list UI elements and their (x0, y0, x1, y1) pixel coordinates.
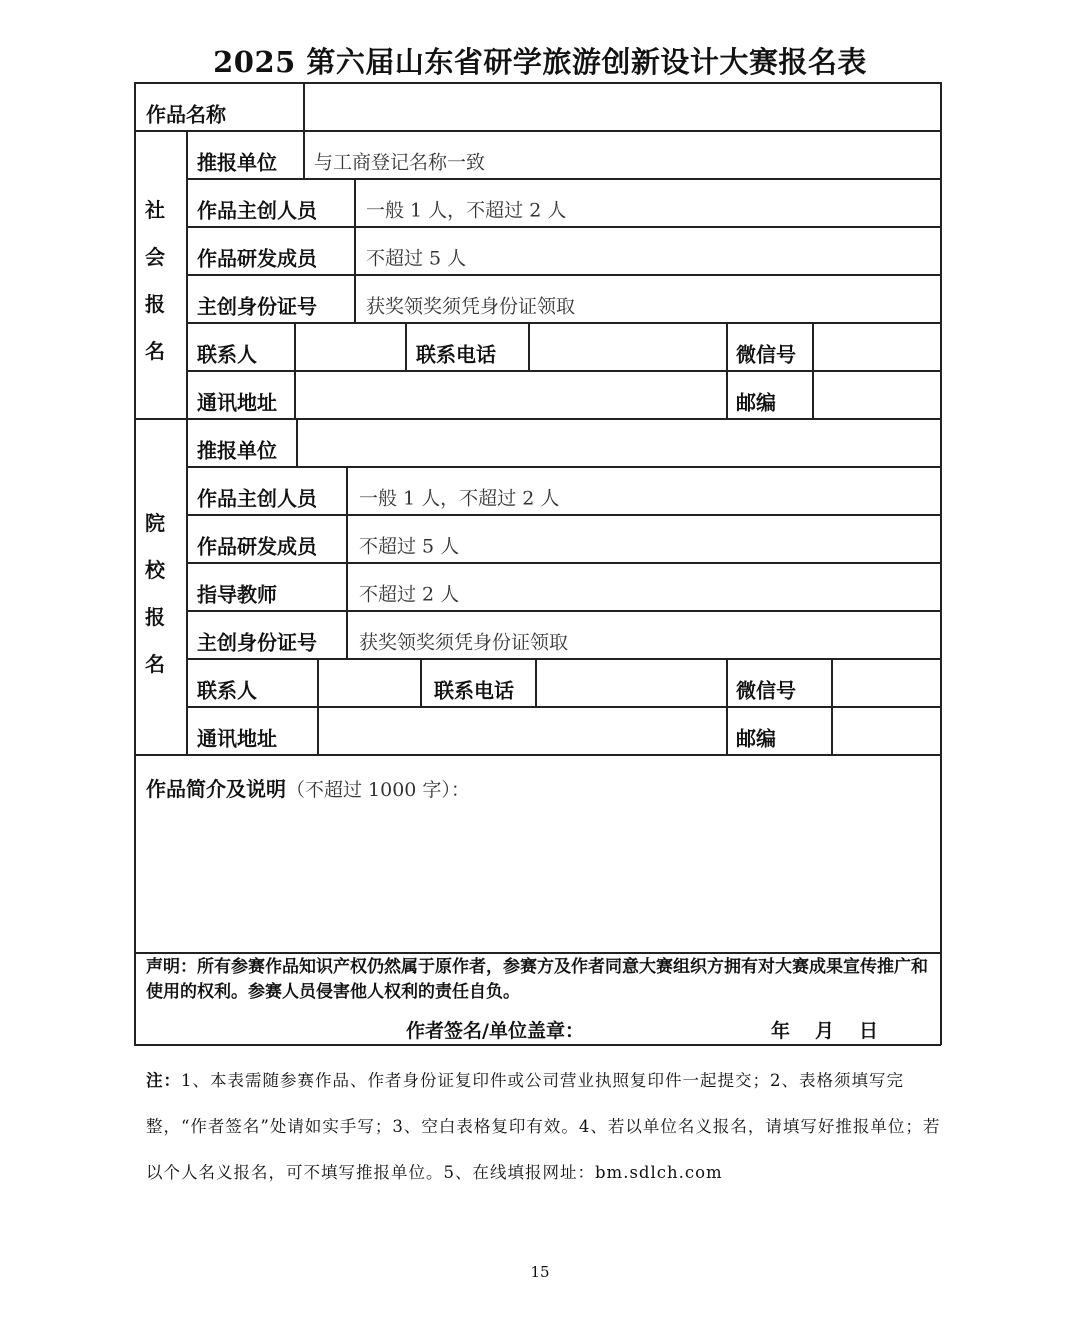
page-number: 15 (530, 1263, 550, 1281)
school-nominating-unit-field[interactable] (304, 422, 932, 462)
social-postcode-label: 邮编 (736, 390, 776, 415)
table-line (186, 514, 941, 516)
school-id-number-field[interactable] (354, 614, 932, 654)
section-char: 社 (145, 198, 165, 222)
notes-label: 注： (146, 1071, 181, 1090)
school-phone-label: 联系电话 (434, 678, 514, 703)
school-address-field[interactable] (323, 710, 720, 750)
social-lead-creator-label: 作品主创人员 (197, 198, 317, 223)
section-char: 报 (145, 292, 165, 316)
social-phone-label: 联系电话 (416, 342, 496, 367)
table-line (134, 130, 941, 132)
table-border-left (134, 82, 136, 1045)
description-heading (146, 773, 470, 802)
declaration-text: 所有参赛作品知识产权仍然属于原作者，参赛方及作者同意大赛组织方拥有对大赛成果宣传推广和使用的权利。参赛人员侵害他人权利的责任自负。 (146, 957, 928, 1002)
social-id-number-field[interactable] (362, 278, 932, 318)
social-address-label: 通讯地址 (197, 390, 277, 415)
school-dev-members-hint: 不超过 5 人 (359, 535, 460, 558)
school-postcode-label: 邮编 (736, 726, 776, 751)
social-wechat-label: 微信号 (736, 342, 796, 367)
notes (146, 1058, 946, 1196)
notes-text: 1、本表需随参赛作品、作者身份证复印件或公司营业执照复印件一起提交；2、表格须填写完整，“作者签名”处请如实手写；3、空白表格复印有效。4、若以单位名义报名，请填写好推报单位；若以个人名义报名，可不填写推报单位。5、在线填报网址：bm.sdlch.com (146, 1071, 941, 1182)
section-char: 报 (145, 605, 165, 629)
table-line (317, 658, 319, 754)
table-line (186, 562, 941, 564)
table-line (303, 130, 305, 178)
school-dev-members-label: 作品研发成员 (197, 534, 317, 559)
school-advisor-label: 指导教师 (197, 582, 277, 607)
table-line (186, 610, 941, 612)
school-wechat-field[interactable] (837, 662, 934, 702)
school-lead-creator-label: 作品主创人员 (197, 486, 317, 511)
section-char: 会 (145, 245, 165, 269)
table-line (354, 178, 356, 322)
social-dev-members-label: 作品研发成员 (197, 246, 317, 271)
table-line (134, 952, 941, 954)
social-contact-field[interactable] (300, 326, 400, 366)
description-hint: （不超过 1000 字）： (286, 779, 470, 801)
school-id-number-label: 主创身份证号 (197, 630, 317, 655)
work-name-field[interactable] (312, 86, 932, 126)
section-char: 名 (145, 339, 165, 363)
table-line (535, 658, 537, 706)
signature-month: 月 (815, 1020, 835, 1042)
table-line (831, 658, 833, 754)
description-textarea[interactable] (142, 805, 934, 945)
school-nominating-unit-label: 推报单位 (197, 438, 277, 463)
table-line (528, 322, 530, 370)
description-label: 作品简介及说明 (146, 777, 286, 801)
table-line (303, 82, 305, 130)
social-address-field[interactable] (300, 374, 720, 414)
form-title: 2025 第六届山东省研学旅游创新设计大赛报名表 (213, 45, 867, 79)
table-line (186, 658, 941, 660)
school-address-label: 通讯地址 (197, 726, 277, 751)
table-line (186, 274, 941, 276)
school-section-label (144, 500, 166, 688)
table-line (134, 418, 941, 420)
table-line (134, 754, 941, 756)
table-line (726, 322, 728, 418)
social-lead-creator-hint: 一般 1 人，不超过 2 人 (366, 199, 567, 222)
school-lead-creator-hint: 一般 1 人，不超过 2 人 (359, 487, 560, 510)
school-advisor-field[interactable] (354, 566, 932, 606)
social-dev-members-hint: 不超过 5 人 (366, 247, 467, 270)
declaration (146, 955, 932, 1005)
social-nominating-unit-label: 推报单位 (197, 150, 277, 175)
social-id-number-label: 主创身份证号 (197, 294, 317, 319)
table-line (186, 370, 941, 372)
signature-label: 作者签名/单位盖章： (406, 1020, 584, 1042)
work-name-label: 作品名称 (146, 102, 226, 127)
social-id-number-hint: 获奖领奖须凭身份证领取 (366, 295, 576, 318)
section-char: 院 (145, 511, 165, 535)
social-lead-creator-field[interactable] (362, 182, 932, 222)
social-nominating-unit-field[interactable] (312, 134, 932, 174)
school-phone-field[interactable] (541, 662, 720, 702)
signature-year: 年 (771, 1020, 791, 1042)
social-postcode-field[interactable] (818, 374, 934, 414)
school-contact-field[interactable] (323, 662, 415, 702)
table-line (420, 658, 422, 706)
table-line (726, 658, 728, 754)
social-section-label (144, 187, 166, 375)
table-border-top (134, 82, 941, 84)
table-line (346, 466, 348, 658)
table-border-right (940, 82, 942, 1045)
table-line (405, 322, 407, 370)
school-advisor-hint: 不超过 2 人 (359, 583, 460, 606)
table-line (186, 322, 941, 324)
social-wechat-field[interactable] (818, 326, 934, 366)
social-nominating-unit-hint: 与工商登记名称一致 (314, 151, 486, 174)
social-phone-field[interactable] (534, 326, 720, 366)
school-wechat-label: 微信号 (736, 678, 796, 703)
school-lead-creator-field[interactable] (354, 470, 932, 510)
table-line (186, 178, 941, 180)
table-line (296, 418, 298, 466)
table-line (186, 226, 941, 228)
table-line (186, 130, 188, 754)
signature-day: 日 (859, 1020, 879, 1042)
school-contact-label: 联系人 (197, 678, 257, 703)
signature-field[interactable] (600, 1012, 760, 1042)
table-border-bottom (134, 1044, 941, 1046)
table-line (812, 322, 814, 418)
section-char: 名 (145, 652, 165, 676)
table-line (186, 706, 941, 708)
social-contact-label: 联系人 (197, 342, 257, 367)
school-postcode-field[interactable] (837, 710, 934, 750)
declaration-label: 声明： (146, 957, 197, 977)
social-dev-members-field[interactable] (362, 230, 932, 270)
section-char: 校 (145, 558, 165, 582)
table-line (186, 466, 941, 468)
table-line (294, 322, 296, 418)
school-dev-members-field[interactable] (354, 518, 932, 558)
school-id-number-hint: 获奖领奖须凭身份证领取 (359, 631, 569, 654)
